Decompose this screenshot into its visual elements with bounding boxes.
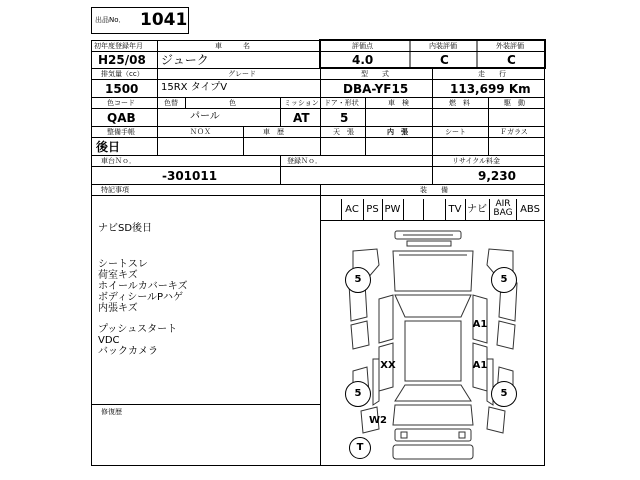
- equip-ac: AC: [345, 204, 359, 215]
- registration-no-label: 登録Ｎｏ．: [287, 157, 322, 165]
- remark-item: プッシュスタート: [98, 324, 178, 335]
- lot-number: 1041: [140, 10, 188, 30]
- remark-item: シートスレ: [98, 259, 148, 270]
- recycle-fee-label: リサイクル料金: [452, 157, 501, 165]
- lot-label: 出品No．: [95, 16, 126, 24]
- tire-front-left: 5: [345, 267, 371, 293]
- mission-value: AT: [293, 111, 310, 125]
- tire-rear-right: 5: [491, 381, 517, 407]
- displacement-label: 排気量（cc）: [101, 70, 144, 78]
- remark-item: VDC: [98, 335, 120, 346]
- remark-group1: [98, 259, 188, 314]
- f-glass-label: Ｆガラス: [500, 128, 528, 136]
- remark-line1: ナビSD後日: [98, 223, 153, 234]
- spare-tire: T: [349, 437, 371, 459]
- chassis-no-label: 車台Ｎｏ．: [101, 157, 136, 165]
- remark-item: ボディシールPハゲ: [98, 292, 184, 303]
- nox-label: ＮＯＸ: [190, 128, 211, 136]
- equip-abs: ABS: [520, 204, 540, 215]
- history-label: 車 歴: [263, 128, 284, 136]
- repair-history-label: 修復歴: [101, 408, 122, 416]
- drive-label: 駆 動: [504, 99, 525, 107]
- color-code-value: QAB: [107, 111, 136, 125]
- grade-value: 15RX タイプV: [161, 82, 228, 93]
- remark-group2: [98, 324, 177, 357]
- score-label: 評価点: [352, 42, 373, 50]
- seat-label: シート: [445, 128, 466, 136]
- mark-right-front: A1: [472, 319, 488, 330]
- equip-navi: ナビ: [467, 204, 487, 215]
- equip-ps: PS: [366, 204, 379, 215]
- mission-label: ミッション: [284, 99, 319, 107]
- manual-value: 後日: [96, 140, 121, 154]
- color-value: パール: [190, 111, 220, 122]
- remark-item: ホイールカバーキズ: [98, 281, 188, 292]
- inspection-label: 車 検: [388, 99, 409, 107]
- doors-value: 5: [340, 111, 349, 125]
- remark-item: 内張キズ: [98, 303, 138, 314]
- equipment-label: 装 備: [420, 186, 448, 194]
- reg-year-value: H25/08: [98, 53, 146, 67]
- car-name-label: 車 名: [215, 42, 250, 50]
- mark-rear: W2: [369, 415, 387, 426]
- remarks-label: 特記事項: [101, 186, 129, 194]
- equip-tv: TV: [448, 204, 462, 215]
- equip-pw: PW: [384, 204, 401, 215]
- color-system-label: 色替: [164, 99, 178, 107]
- manual-label: 整備手帳: [107, 128, 135, 136]
- displacement-value: 1500: [105, 82, 139, 96]
- color-label: 色: [229, 99, 236, 107]
- interior-grade-label: 内装評価: [429, 42, 457, 50]
- mileage-label: 走 行: [478, 70, 506, 78]
- color-code-label: 色コード: [107, 99, 135, 107]
- vehicle-diagram: [321, 221, 545, 465]
- doors-shape-label: ドア・形状: [324, 99, 359, 107]
- score-value: 4.0: [352, 53, 374, 67]
- remark-item: 荷室キズ: [98, 270, 138, 281]
- interior-grade-value: C: [440, 53, 449, 67]
- mileage-value: 113,699 Km: [450, 82, 531, 96]
- equip-airbag: AIR BAG: [493, 199, 513, 218]
- interior-top-label: 内 張: [387, 128, 408, 136]
- mark-roof: XX: [380, 360, 396, 371]
- sunroof-label: 天 張: [333, 128, 354, 136]
- model-type-label: 型 式: [361, 70, 389, 78]
- mark-right-rear: A1: [472, 360, 488, 371]
- fuel-label: 燃 料: [449, 99, 470, 107]
- model-type-value: DBA-YF15: [343, 82, 409, 96]
- remark-item: バックカメラ: [98, 346, 158, 357]
- exterior-grade-value: C: [507, 53, 516, 67]
- exterior-grade-label: 外装評価: [496, 42, 524, 50]
- chassis-no-value: -301011: [162, 169, 218, 183]
- reg-year-label: 初年度登録年月: [94, 42, 143, 50]
- tire-front-right: 5: [491, 267, 517, 293]
- car-name-value: ジューク: [161, 53, 209, 67]
- tire-rear-left: 5: [345, 381, 371, 407]
- grade-label: グレード: [228, 70, 256, 78]
- recycle-fee-value: 9,230: [478, 169, 516, 183]
